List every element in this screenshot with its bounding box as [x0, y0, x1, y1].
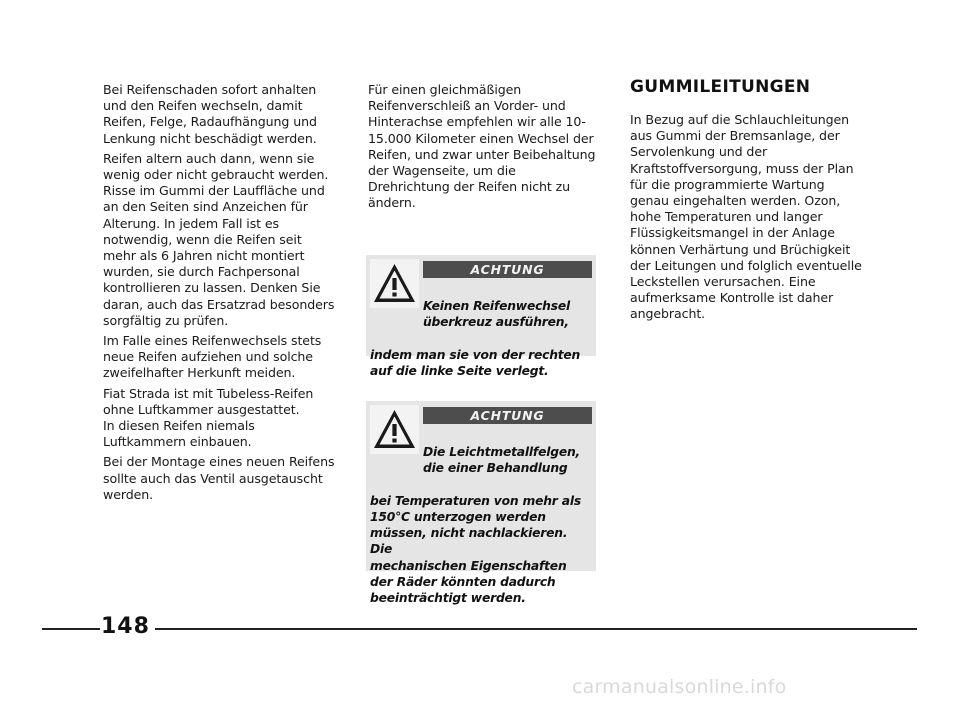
watermark: carmanualsonline.info [572, 676, 787, 698]
paragraph: Fiat Strada ist mit Tubeless-Reifen ohne Luftkammer ausgestattet. In diesen Reifen niemals Luftkammern einbauen. [103, 385, 314, 450]
warning-text-lead: Keinen Reifenwechsel überkreuz ausführen, [423, 299, 571, 330]
warning-text-lead: Die Leichtmetallfelgen, die einer Behandlung [423, 445, 580, 476]
warning-label: ACHTUNG [423, 261, 592, 278]
right-column [630, 112, 865, 327]
warning-text [370, 282, 592, 379]
left-column [103, 82, 335, 507]
section-heading: GUMMILEITUNGEN [630, 77, 811, 97]
paragraph: Im Falle eines Reifenwechsels stets neue Reifen aufziehen und solche zweifelhafter Herkunft meiden. [103, 333, 322, 381]
paragraph: In Bezug auf die Schlauchleitungen aus Gummi der Bremsanlage, der Servolenkung und der Kraftstoffversorgung, muss der Plan für die programmierte Wartung genau eingehalten werden. Ozon, hohe Temperaturen und langer Flüssigkeitsmangel in der Anlage können Verhärtung und Brüchigkeit der Leitungen und folglich eventuelle Leckstellen verursachen. Eine aufmerksame Kontrolle ist daher angebracht. [630, 112, 862, 322]
warning-text-rest: indem man sie von der rechten auf die linke Seite verlegt. [370, 347, 581, 379]
warning-text-rest: bei Temperaturen von mehr als 150°C unterzogen werden müssen, nicht nachlackieren. Die mechanischen Eigenschaften der Räder könnten dadurch beeinträchtigt werden. [370, 493, 581, 606]
warning-box [366, 401, 596, 606]
middle-column [368, 82, 600, 216]
page-number: 148 [101, 614, 150, 639]
paragraph: Reifen altern auch dann, wenn sie wenig oder nicht gebraucht werden. Risse im Gummi der Lauffläche und an den Seiten sind Anzeichen für Alterung. In jedem Fall ist es notwendig, wenn die Reifen seit mehr als 6 Jahren nicht montiert wurden, sie durch Fachpersonal kontrollieren zu lassen. Denken Sie daran, auch das Ersatzrad besonders sorgfältig zu prüfen. [103, 150, 335, 328]
footer-rule-left [42, 628, 100, 630]
warning-label: ACHTUNG [423, 407, 592, 424]
paragraph: Bei Reifenschaden sofort anhalten und den Reifen wechseln, damit Reifen, Felge, Radaufhängung und Lenkung nicht beschädigt werden. [103, 82, 317, 146]
warning-box [366, 255, 596, 379]
footer-rule-right [155, 628, 917, 630]
paragraph: Für einen gleichmäßigen Reifenverschleiß an Vorder- und Hinterachse empfehlen wir alle 10- 15.000 Kilometer einen Wechsel der Reifen, und zwar unter Beibehaltung der Wagenseite, um die Drehrichtung der Reifen nicht zu ändern. [368, 82, 596, 211]
paragraph: Bei der Montage eines neuen Reifens sollte auch das Ventil ausgetauscht werden. [103, 454, 335, 502]
warning-text [370, 428, 592, 606]
